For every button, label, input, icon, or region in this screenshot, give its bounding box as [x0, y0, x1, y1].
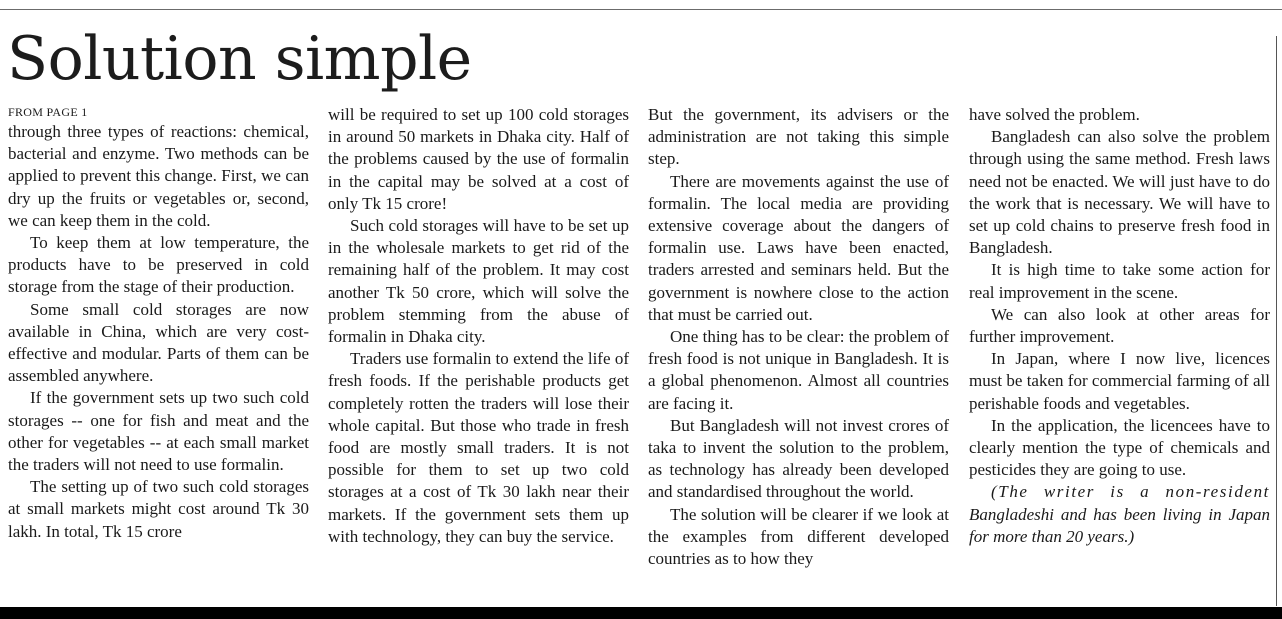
- top-rule: [0, 9, 1282, 10]
- kicker-from-page: FROM PAGE 1: [8, 105, 88, 119]
- paragraph: The setting up of two such cold storages at small markets might cost around Tk 30 lakh. In total, Tk 15 crore: [8, 477, 309, 541]
- paragraph: To keep them at low temperature, the products have to be preserved in cold storage from the stage of their production.: [8, 233, 309, 297]
- paragraph: Such cold storages will have to be set up in the wholesale markets to get rid of the remaining half of the problem. It may cost another Tk 50 crore, which will solve the problem stemming from the abuse of formalin in Dhaka city.: [328, 216, 629, 347]
- author-note-lead: (The writer is a non-resident: [991, 482, 1270, 502]
- column-rule-right: [1276, 36, 1277, 606]
- paragraph: But Bangladesh will not invest crores of taka to invent the solution to the problem, as technology has already been developed and standardised throughout the world.: [648, 415, 949, 502]
- paragraph: There are movements against the use of formalin. The local media are providing extensive coverage about the dangers of formalin use. Laws have been enacted, traders arrested and seminars held. But the government is nowhere close to the action that must be carried out.: [648, 171, 949, 324]
- paragraph: The solution will be clearer if we look at the examples from different developed countries as to how they: [648, 504, 949, 569]
- author-note: [969, 481, 1270, 548]
- article-column-2: [328, 104, 629, 548]
- bottom-bar: [0, 607, 1282, 619]
- article-column-1: [8, 104, 309, 543]
- paragraph: In Japan, where I now live, licences must be taken for commercial farming of all perishable foods and vegetables.: [969, 349, 1270, 413]
- paragraph: It is high time to take some action for real improvement in the scene.: [969, 260, 1270, 302]
- paragraph: Traders use formalin to extend the life of fresh foods. If the perishable products get completely rotten the traders will lose their whole capital. But those who trade in fresh food are mostly small traders. It is not possible for them to set up two cold storages at a cost of Tk 30 lakh near their markets. If the government sets them up with technology, they can buy the service.: [328, 349, 629, 546]
- article-column-3: [648, 104, 949, 570]
- paragraph: We can also look at other areas for further improvement.: [969, 304, 1270, 347]
- paragraph: have solved the problem.: [969, 105, 1140, 124]
- paragraph: One thing has to be clear: the problem of fresh food is not unique in Bangladesh. It is a global phenomenon. Almost all countries are facing it.: [648, 327, 949, 413]
- paragraph: If the government sets up two such cold storages -- one for fish and meat and the other for vegetables -- at each small market the traders will not need to use formalin.: [8, 388, 309, 475]
- paragraph: Some small cold storages are now available in China, which are very cost-effective and modular. Parts of them can be assembled anywhere.: [8, 299, 309, 386]
- paragraph: But the government, its advisers or the administration are not taking this simple step.: [648, 105, 949, 169]
- paragraph: through three types of reactions: chemical, bacterial and enzyme. Two methods can be applied to prevent this change. First, we can dry up the fruits or vegetables or, second, we can keep them in the cold.: [8, 122, 309, 230]
- article-column-4: [969, 104, 1270, 548]
- paragraph: Bangladesh can also solve the problem through using the same method. Fresh laws need not be enacted. We will just have to do the work that is necessary. We will have to set up cold chains to preserve fresh food in Bangladesh.: [969, 127, 1270, 258]
- author-note-rest: Bangladeshi and has been living in Japan for more than 20 years.): [969, 504, 1270, 546]
- paragraph: will be required to set up 100 cold storages in around 50 markets in Dhaka city. Half of the problems caused by the use of formalin in the capital may be solved at a cost of only Tk 15 crore!: [328, 105, 629, 213]
- article-headline: Solution simple: [7, 24, 472, 94]
- paragraph: In the application, the licencees have to clearly mention the type of chemicals and pesticides they are going to use.: [969, 415, 1270, 480]
